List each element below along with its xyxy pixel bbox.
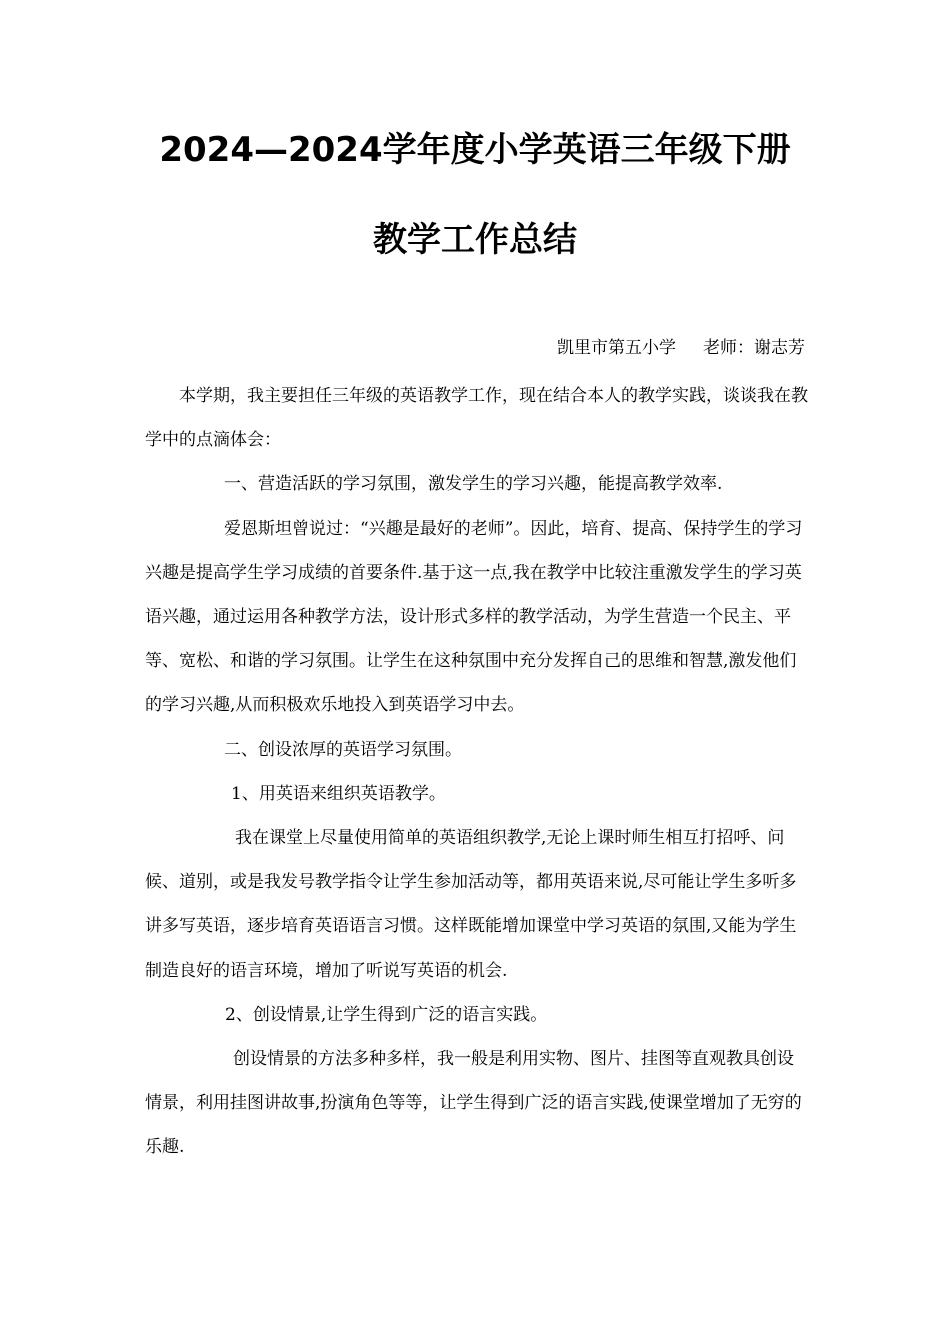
document-title-line-1: 2024—2024学年度小学英语三年级下册 <box>159 130 791 170</box>
paragraph-heading-1: 一、营造活跃的学习氛围，激发学生的学习兴趣，能提高教学效率. <box>224 474 723 495</box>
paragraph-english-organization: 我在课堂上尽量使用简单的英语组织教学,无论上课时师生相互打招呼、问候、道别，或是我发号教学指令让学生参加活动等，都用英语来说,尽可能让学生多听多讲多写英语，逐步培育英语语言习惯。这样既能增加课堂中学习英语的氛围,又能为学生制造良好的语言环境，增加了听说写英语的机会. <box>145 828 797 981</box>
paragraph-heading-2: 二、创设浓厚的英语学习氛围。 <box>224 739 462 760</box>
author-byline: 凯里市第五小学 老师：谢志芳 <box>556 338 805 358</box>
document-title-line-2: 教学工作总结 <box>373 220 577 260</box>
paragraph-intro: 本学期，我主要担任三年级的英语教学工作，现在结合本人的教学实践，谈谈我在教学中的点滴体会： <box>145 386 808 451</box>
paragraph-subheading-1: 1、用英语来组织英语教学。 <box>231 783 446 804</box>
paragraph-subheading-2: 2、创设情景,让学生得到广泛的语言实践。 <box>225 1004 548 1025</box>
paragraph-situations: 创设情景的方法多种多样，我一般是利用实物、图片、挂图等直观教具创设情景，利用挂图讲故事,扮演角色等等，让学生得到广泛的语言实践,使课堂增加了无穷的乐趣. <box>145 1049 802 1158</box>
document-body <box>145 374 810 1170</box>
paragraph-interest: 爱恩斯坦曾说过：“兴趣是最好的老师”。因此，培育、提高、保持学生的学习兴趣是提高学生学习成绩的首要条件.基于这一点,我在教学中比较注重激发学生的学习英语兴趣，通过运用各种教学方法，设计形式多样的教学活动，为学生营造一个民主、平等、宽松、和谐的学习氛围。让学生在这种氛围中充分发挥自己的思维和智慧,激发他们的学习兴趣,从而积极欢乐地投入到英语学习中去。 <box>145 518 803 716</box>
